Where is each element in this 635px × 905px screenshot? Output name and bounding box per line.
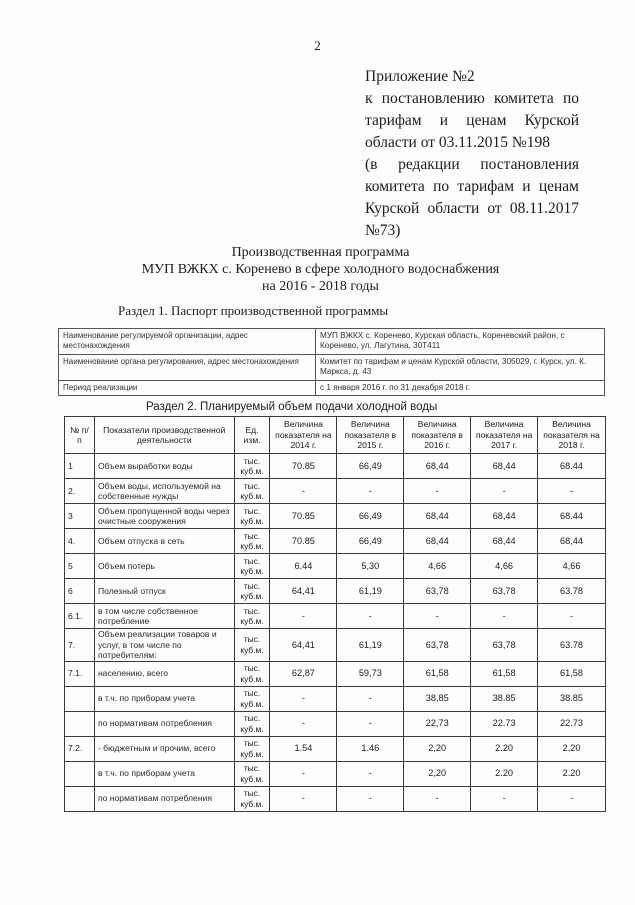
row-value: 63,78 bbox=[404, 579, 471, 604]
row-unit: тыс. куб.м. bbox=[234, 736, 270, 761]
row-value: 68,44 bbox=[538, 529, 606, 554]
header-unit: Ед. изм. bbox=[234, 417, 270, 454]
row-value: - bbox=[337, 479, 404, 504]
water-volume-table bbox=[64, 416, 606, 812]
row-value: - bbox=[270, 479, 337, 504]
row-value: 61,58 bbox=[471, 661, 538, 686]
header-2015: Величина показателя в 2015 г. bbox=[337, 417, 404, 454]
row-value: 63,78 bbox=[404, 629, 471, 662]
row-value: - bbox=[337, 686, 404, 711]
row-value: 68.44 bbox=[538, 454, 606, 479]
row-indicator-name: Объем реализации товаров и услуг, в том числе по потребителям: bbox=[94, 629, 234, 662]
row-value: 2,20 bbox=[538, 736, 606, 761]
row-indicator-name: - бюджетным и прочим, всего bbox=[94, 736, 234, 761]
row-value: 22.73 bbox=[538, 711, 606, 736]
appendix-line: области от 03.11.2015 №198 bbox=[365, 134, 550, 151]
program-passport-table bbox=[58, 328, 605, 396]
row-value: 66,49 bbox=[337, 454, 404, 479]
row-number bbox=[65, 786, 95, 811]
row-value: 63,78 bbox=[471, 579, 538, 604]
row-value: 70.85 bbox=[270, 529, 337, 554]
header-indicator: Показатели производственной деятельности bbox=[94, 417, 234, 454]
row-value: 22,73 bbox=[404, 711, 471, 736]
appendix-line: Приложение №2 bbox=[365, 68, 475, 85]
row-value: 66,49 bbox=[337, 504, 404, 529]
row-value: 1.54 bbox=[270, 736, 337, 761]
row-value: 70.85 bbox=[270, 454, 337, 479]
passport-row bbox=[59, 381, 605, 396]
row-value: 68,44 bbox=[471, 504, 538, 529]
row-value: 5,30 bbox=[337, 554, 404, 579]
row-value: 61,58 bbox=[404, 661, 471, 686]
section-2-title: Раздел 2. Планируемый объем подачи холодной воды bbox=[146, 401, 438, 413]
row-unit: тыс. куб.м. bbox=[234, 579, 270, 604]
header-2016: Величина показателя в 2016 г. bbox=[404, 417, 471, 454]
table-row bbox=[65, 579, 606, 604]
row-unit: тыс. куб.м. bbox=[234, 454, 270, 479]
row-number: 7.1. bbox=[65, 661, 95, 686]
row-value: 4,66 bbox=[471, 554, 538, 579]
table-row bbox=[65, 529, 606, 554]
table-header-row bbox=[65, 417, 606, 454]
row-value: 68.44 bbox=[538, 504, 606, 529]
table-row bbox=[65, 554, 606, 579]
row-value: 38.85 bbox=[538, 686, 606, 711]
row-value: - bbox=[538, 786, 606, 811]
row-value: - bbox=[337, 761, 404, 786]
row-indicator-name: населению, всего bbox=[94, 661, 234, 686]
row-value: 2.20 bbox=[538, 761, 606, 786]
row-value: - bbox=[270, 711, 337, 736]
table-row bbox=[65, 479, 606, 504]
row-value: 70.85 bbox=[270, 504, 337, 529]
table-body bbox=[65, 454, 606, 812]
row-value: 68,44 bbox=[471, 529, 538, 554]
row-value: 6.44 bbox=[270, 554, 337, 579]
passport-label: Наименование регулируемой организации, адрес местонахождения bbox=[59, 329, 316, 355]
row-number bbox=[65, 686, 95, 711]
row-value: 38.85 bbox=[471, 686, 538, 711]
row-value: 63.78 bbox=[538, 629, 606, 662]
row-value: 68,44 bbox=[404, 504, 471, 529]
row-value: - bbox=[471, 479, 538, 504]
table-row bbox=[65, 504, 606, 529]
row-number: 6.1. bbox=[65, 604, 95, 629]
title-line-2: МУП ВЖКХ с. Коренево в сфере холодного водоснабжения bbox=[141, 262, 500, 277]
table-row bbox=[65, 454, 606, 479]
row-value: 68,44 bbox=[471, 454, 538, 479]
row-indicator-name: Объем отпуска в сеть bbox=[94, 529, 234, 554]
row-unit: тыс. куб.м. bbox=[234, 661, 270, 686]
row-value: 2,20 bbox=[404, 761, 471, 786]
row-number: 6 bbox=[65, 579, 95, 604]
row-value: 4,66 bbox=[538, 554, 606, 579]
row-indicator-name: Объем потерь bbox=[94, 554, 234, 579]
page-number: 2 bbox=[314, 38, 321, 53]
passport-label: Наименование органа регулирования, адрес местонахождения bbox=[59, 355, 316, 381]
row-value: - bbox=[337, 711, 404, 736]
section-1-title: Раздел 1. Паспорт производственной программы bbox=[118, 303, 389, 318]
appendix-line: комитета по тарифам и ценам bbox=[365, 178, 579, 195]
title-line-1: Производственная программа bbox=[231, 245, 410, 260]
row-value: - bbox=[538, 479, 606, 504]
row-unit: тыс. куб.м. bbox=[234, 504, 270, 529]
passport-label: Период реализации bbox=[59, 381, 316, 396]
appendix-note bbox=[365, 66, 579, 242]
appendix-line: №73) bbox=[365, 222, 401, 239]
row-value: 4,66 bbox=[404, 554, 471, 579]
row-value: - bbox=[270, 761, 337, 786]
row-number: 5 bbox=[65, 554, 95, 579]
header-2017: Величина показателя на 2017 г. bbox=[471, 417, 538, 454]
row-value: - bbox=[404, 604, 471, 629]
row-indicator-name: по нормативам потребления bbox=[94, 786, 234, 811]
appendix-line: Курской области от 08.11.2017 bbox=[365, 200, 579, 217]
row-indicator-name: в т.ч. по приборам учета bbox=[94, 686, 234, 711]
row-value: 63,78 bbox=[471, 629, 538, 662]
row-value: 38,85 bbox=[404, 686, 471, 711]
row-value: - bbox=[270, 786, 337, 811]
appendix-line: тарифам и ценам Курской bbox=[365, 112, 579, 129]
row-value: - bbox=[270, 686, 337, 711]
row-indicator-name: в т.ч. по приборам учета bbox=[94, 761, 234, 786]
row-value: 68,44 bbox=[404, 454, 471, 479]
row-indicator-name: Объем пропущенной воды через очистные сооружения bbox=[94, 504, 234, 529]
title-line-3: на 2016 - 2018 годы bbox=[262, 279, 379, 294]
row-value: - bbox=[337, 786, 404, 811]
row-unit: тыс. куб.м. bbox=[234, 604, 270, 629]
row-value: 22.73 bbox=[471, 711, 538, 736]
row-unit: тыс. куб.м. bbox=[234, 711, 270, 736]
row-value: 62,87 bbox=[270, 661, 337, 686]
table-row bbox=[65, 686, 606, 711]
passport-value: МУП ВЖКХ с. Коренево, Курская область, Кореневский район, с Коренево, ул. Лагутина, 30Т411 bbox=[316, 329, 605, 355]
table-row bbox=[65, 711, 606, 736]
row-value: 68,44 bbox=[404, 529, 471, 554]
appendix-line: к постановлению комитета по bbox=[365, 90, 579, 107]
passport-row bbox=[59, 329, 605, 355]
table-row bbox=[65, 629, 606, 662]
row-value: 64,41 bbox=[270, 629, 337, 662]
row-unit: тыс. куб.м. bbox=[234, 529, 270, 554]
row-indicator-name: Полезный отпуск bbox=[94, 579, 234, 604]
row-value: 64,41 bbox=[270, 579, 337, 604]
appendix-line: (в редакции постановления bbox=[365, 156, 579, 173]
row-number: 4. bbox=[65, 529, 95, 554]
row-value: 59,73 bbox=[337, 661, 404, 686]
row-unit: тыс. куб.м. bbox=[234, 629, 270, 662]
row-value: - bbox=[404, 479, 471, 504]
row-unit: тыс. куб.м. bbox=[234, 761, 270, 786]
row-indicator-name: в том числе собственное потребление bbox=[94, 604, 234, 629]
header-2014: Величина показателя на 2014 г. bbox=[270, 417, 337, 454]
row-unit: тыс. куб.м. bbox=[234, 786, 270, 811]
table-row bbox=[65, 604, 606, 629]
row-value: 63.78 bbox=[538, 579, 606, 604]
row-unit: тыс. куб.м. bbox=[234, 479, 270, 504]
row-value: - bbox=[538, 604, 606, 629]
passport-value: Комитет по тарифам и ценам Курской области, 305029, г. Курск, ул. К. Маркса, д. 43 bbox=[316, 355, 605, 381]
row-number: 7.2. bbox=[65, 736, 95, 761]
row-number bbox=[65, 711, 95, 736]
row-value: 2.20 bbox=[471, 736, 538, 761]
row-value: 2.20 bbox=[471, 761, 538, 786]
row-value: 1.46 bbox=[337, 736, 404, 761]
row-number: 7. bbox=[65, 629, 95, 662]
row-value: - bbox=[471, 786, 538, 811]
row-unit: тыс. куб.м. bbox=[234, 554, 270, 579]
row-value: 66,49 bbox=[337, 529, 404, 554]
row-indicator-name: Объем выработки воды bbox=[94, 454, 234, 479]
row-unit: тыс. куб.м. bbox=[234, 686, 270, 711]
row-value: 61,58 bbox=[538, 661, 606, 686]
row-number bbox=[65, 761, 95, 786]
passport-value: с 1 января 2016 г. по 31 декабря 2018 г. bbox=[316, 381, 605, 396]
row-value: - bbox=[337, 604, 404, 629]
row-value: 61,19 bbox=[337, 579, 404, 604]
row-value: 2,20 bbox=[404, 736, 471, 761]
table-row bbox=[65, 761, 606, 786]
header-2018: Величина показателя на 2018 г. bbox=[538, 417, 606, 454]
row-number: 2. bbox=[65, 479, 95, 504]
row-value: - bbox=[471, 604, 538, 629]
row-number: 1 bbox=[65, 454, 95, 479]
passport-row bbox=[59, 355, 605, 381]
row-value: 61,19 bbox=[337, 629, 404, 662]
table-row bbox=[65, 786, 606, 811]
row-indicator-name: Объем воды, используемой на собственные нужды bbox=[94, 479, 234, 504]
row-number: 3 bbox=[65, 504, 95, 529]
row-value: - bbox=[404, 786, 471, 811]
table-row bbox=[65, 661, 606, 686]
document-title bbox=[0, 244, 635, 295]
row-indicator-name: по нормативам потребления bbox=[94, 711, 234, 736]
table-row bbox=[65, 736, 606, 761]
header-no: № п/п bbox=[65, 417, 95, 454]
row-value: - bbox=[270, 604, 337, 629]
